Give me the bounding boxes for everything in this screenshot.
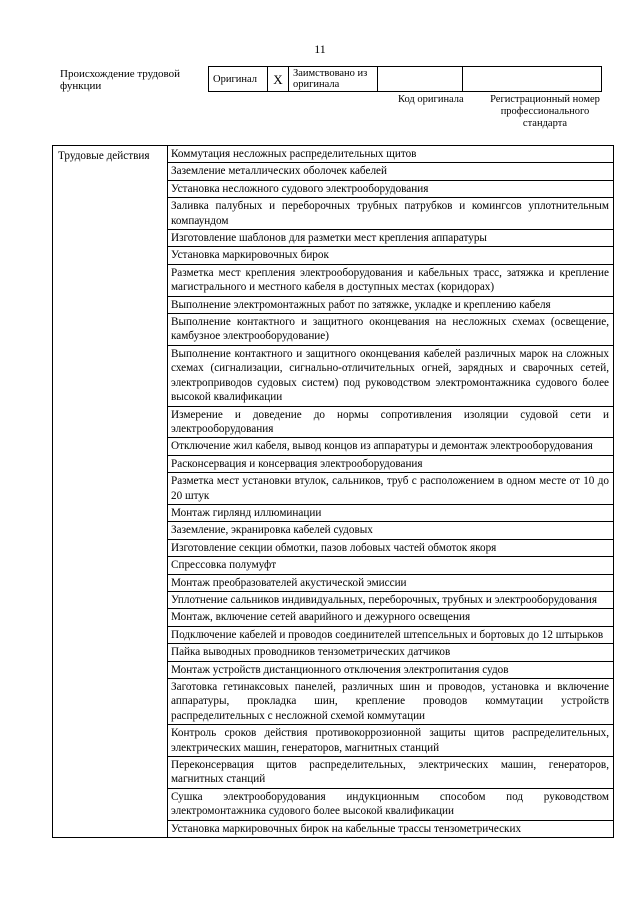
labor-action: Коммутация несложных распределительных щитов bbox=[168, 146, 613, 163]
labor-action: Монтаж устройств дистанционного отключения электропитания судов bbox=[168, 662, 613, 679]
labor-action: Изготовление шаблонов для разметки мест крепления аппаратуры bbox=[168, 230, 613, 247]
labor-action: Монтаж преобразователей акустической эмиссии bbox=[168, 575, 613, 592]
labor-action: Подключение кабелей и проводов соединителей штепсельных и бортовых до 12 штырьков bbox=[168, 627, 613, 644]
labor-action: Монтаж гирлянд иллюминации bbox=[168, 505, 613, 522]
labor-action: Заливка палубных и переборочных трубных патрубков и комингсов уплотнительным компаундом bbox=[168, 198, 613, 230]
borrowed-cell: Заимствовано из оригинала bbox=[289, 67, 378, 92]
original-code-cell bbox=[378, 67, 463, 92]
code-caption: Код оригинала bbox=[398, 94, 464, 105]
labor-action: Изготовление секции обмотки, пазов лобовых частей обмоток якоря bbox=[168, 540, 613, 557]
labor-actions-label: Трудовые действия bbox=[53, 146, 168, 838]
origin-table bbox=[208, 66, 602, 92]
registration-number-cell bbox=[463, 67, 602, 92]
labor-action: Пайка выводных проводников тензометрических датчиков bbox=[168, 644, 613, 661]
labor-action: Сушка электрооборудования индукционным способом под руководством электромонтажника судового более высокой квалификации bbox=[168, 789, 613, 821]
labor-action: Переконсервация щитов распределительных, электрических машин, генераторов, магнитных станций bbox=[168, 757, 613, 789]
labor-action: Спрессовка полумуфт bbox=[168, 557, 613, 574]
labor-action: Расконсервация и консервация электрооборудования bbox=[168, 456, 613, 473]
labor-action: Отключение жил кабеля, вывод концов из аппаратуры и демонтаж электрооборудования bbox=[168, 438, 613, 455]
labor-action: Измерение и доведение до нормы сопротивления изоляции судовой сети и электрооборудования bbox=[168, 407, 613, 439]
labor-action: Уплотнение сальников индивидуальных, переборочных, трубных и электрооборудования bbox=[168, 592, 613, 609]
origin-label: Происхождение трудовой функции bbox=[60, 68, 181, 92]
page-number: 11 bbox=[314, 42, 326, 56]
labor-action: Установка маркировочных бирок bbox=[168, 247, 613, 264]
labor-action: Заготовка гетинаксовых панелей, различных шин и проводов, установка и включение аппаратуры, прокладка шин, крепление проводов коммутации устройств распределительных с несложной схемой коммутации bbox=[168, 679, 613, 725]
labor-action: Выполнение контактного и защитного оконцевания кабелей различных марок на сложных схемах (сигнализации, сигнально-отличительных огней, зарядных и сварочных сетей, электроприводов судовых систем) под руководством электромонтажника судового более высокой квалификации bbox=[168, 346, 613, 407]
labor-action: Выполнение электромонтажных работ по затяжке, укладке и креплению кабеля bbox=[168, 297, 613, 314]
labor-action: Установка маркировочных бирок на кабельные трассы тензометрических bbox=[171, 822, 522, 835]
labor-action: Разметка мест крепления электрооборудования и кабельных трасс, затяжка и крепление магистрального и местного кабеля в доступных местах (коридорах) bbox=[168, 265, 613, 297]
original-cell: Оригинал bbox=[209, 67, 268, 92]
labor-action: Заземление, экранировка кабелей судовых bbox=[168, 522, 613, 539]
labor-action: Разметка мест установки втулок, сальников, труб с расположением в одном месте от 10 до 20 штук bbox=[168, 473, 613, 505]
labor-action: Выполнение контактного и защитного оконцевания на несложных схемах (освещение, камбузное электрооборудование) bbox=[168, 314, 613, 346]
labor-action: Установка несложного судового электрооборудования bbox=[168, 181, 613, 198]
labor-actions-table bbox=[52, 145, 614, 838]
labor-action: Контроль сроков действия противокоррозионной защиты щитов распределительных, электрических машин, генераторов, магнитных станций bbox=[168, 725, 613, 757]
labor-action: Монтаж, включение сетей аварийного и дежурного освещения bbox=[168, 609, 613, 626]
labor-actions-list bbox=[168, 146, 614, 838]
original-mark: X bbox=[268, 67, 289, 92]
registration-caption: Регистрационный номер профессионального стандарта bbox=[490, 94, 600, 129]
labor-action: Заземление металлических оболочек кабелей bbox=[168, 163, 613, 180]
